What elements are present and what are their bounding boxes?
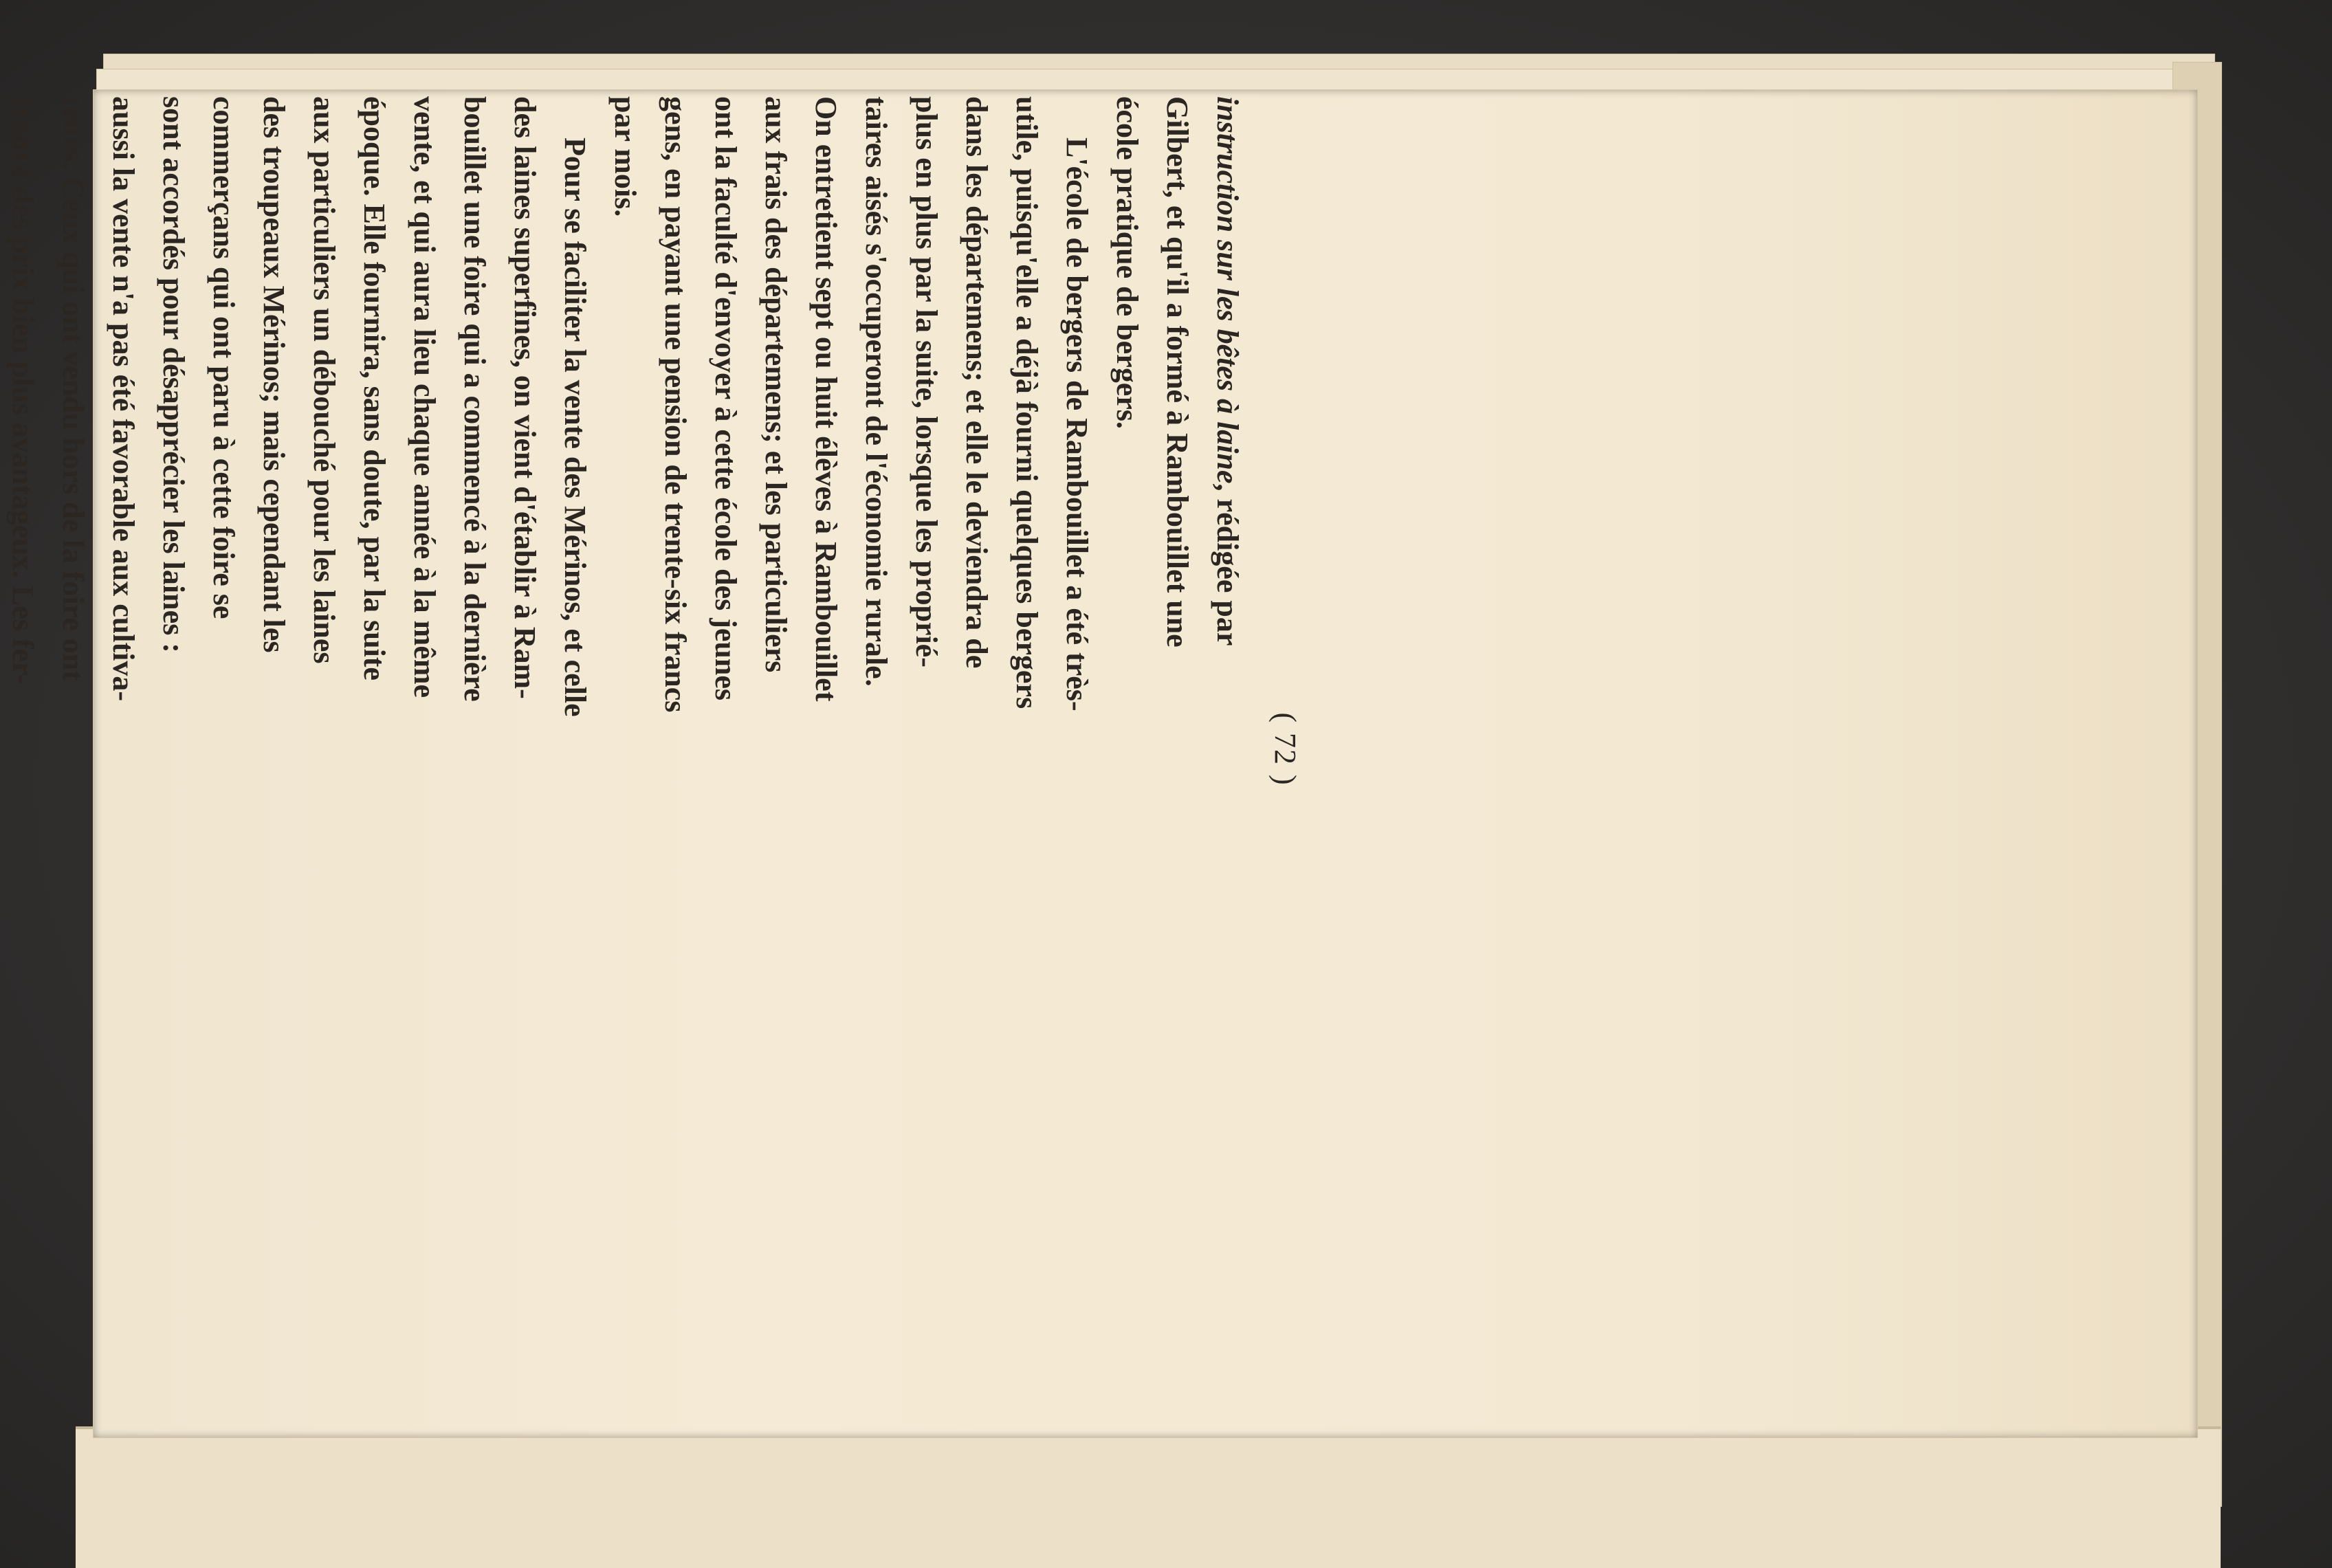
text-line: école pratique de bergers. — [1110, 96, 1144, 429]
text-line: teurs. Ceux qui ont vendu hors de la foire ont — [56, 96, 90, 681]
text-line: L'école de bergers de Rambouillet a été très- — [1060, 137, 1094, 711]
text-line: époque. Elle fournira, sans doute, par la suite — [358, 96, 391, 681]
text-line: plus en plus par la suite, lorsque les proprié- — [910, 96, 943, 667]
text-line: ont la faculté d'envoyer à cette école des jeunes — [709, 96, 742, 700]
text-line — [1202, 96, 1253, 1402]
facing-page-strip — [76, 1426, 2221, 1568]
text-line: aussi la vente n'a pas été favorable aux cultiva- — [107, 96, 140, 701]
text-line: Pour se faciliter la vente des Mérinos, et celle — [558, 137, 592, 717]
line-rest: , rédigée par — [1211, 483, 1244, 646]
text-line: Gilbert, et qu'il a formé à Rambouillet une — [1160, 96, 1194, 648]
italic-title: instruction sur les bêtes à laine — [1211, 96, 1244, 484]
text-line: des laines superfines, on vient d'établir à Ram- — [508, 96, 542, 699]
text-line: aux frais des départemens; et les particuliers — [759, 96, 793, 673]
text-line: sont accordés pour désapprécier les laines : — [157, 96, 190, 653]
text-line: aux particuliers un débouché pour les laines — [307, 96, 341, 664]
text-line: commerçans qui ont paru à cette foire se — [207, 96, 241, 619]
text-line: taires aisés s'occuperont de l'économie rurale. — [859, 96, 893, 687]
text-line: On entretient sept ou huit élèves à Rambouillet — [809, 96, 843, 702]
text-line: trouvé des prix bien plus avantageux. Les fer- — [6, 96, 40, 685]
text-line: des troupeaux Mérinos; mais cependant les — [257, 96, 291, 653]
text-line: dans les départemens; et elle le deviendra de — [960, 96, 993, 669]
text-line: utile, puisqu'elle a déjà fourni quelques bergers — [1010, 96, 1044, 709]
text-line: gens, en payant une pension de trente-six francs — [659, 96, 692, 713]
text-line: par mois. — [608, 96, 642, 217]
page-number: ( 72 ) — [1268, 712, 1302, 786]
text-line: vente, et qui aura lieu chaque année à la même — [408, 96, 441, 698]
text-lines — [0, 96, 1253, 1402]
text-line: bouillet une foire qui a commencé à la dernière — [458, 96, 492, 702]
page-text-block — [6, 96, 1303, 1402]
